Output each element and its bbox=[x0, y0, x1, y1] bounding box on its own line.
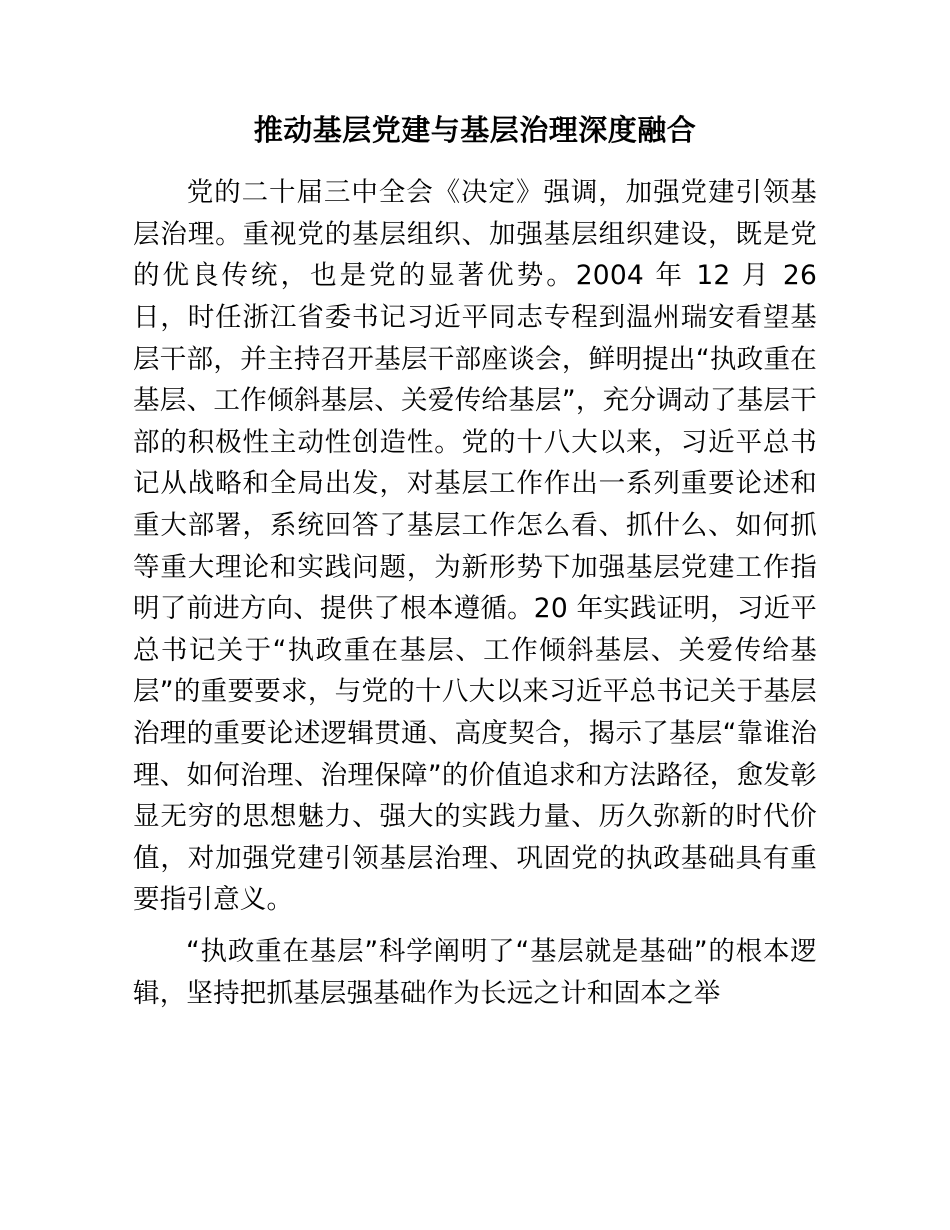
body-paragraph-1 bbox=[133, 172, 817, 921]
body-paragraph-2 bbox=[133, 931, 817, 1014]
paragraph-1-text: 党的二十届三中全会《决定》强调，加强党建引领基层治理。重视党的基层组织、加强基层组织建设，既是党的优良传统，也是党的显著优势。2004 年 12 月 26 日，时任浙江省委书记习近平同志专程到温州瑞安看望基层干部，并主持召开基层干部座谈会，鲜明提出“执政重在基层、工作倾斜基层、关爱传给基层”，充分调动了基层干部的积极性主动性创造性。党的十八大以来，习近平总书记从战略和全局出发，对基层工作作出一系列重要论述和重大部署，系统回答了基层工作怎么看、抓什么、如何抓等重大理论和实践问题，为新形势下加强基层党建工作指明了前进方向、提供了根本遵循。20 年实践证明，习近平总书记关于“执政重在基层、工作倾斜基层、关爱传给基层”的重要要求，与党的十八大以来习近平总书记关于基层治理的重要论述逻辑贯通、高度契合，揭示了基层“靠谁治理、如何治理、治理保障”的价值追求和方法路径，愈发彰显无穷的思想魅力、强大的实践力量、历久弥新的时代价值，对加强党建引领基层治理、巩固党的执政基础具有重要指引意义。 bbox=[133, 177, 817, 916]
document-body bbox=[133, 0, 817, 1014]
page-title: 推动基层党建与基层治理深度融合 bbox=[253, 113, 697, 147]
paragraph-2-text: “执政重在基层”科学阐明了“基层就是基础”的根本逻辑，坚持把抓基层强基础作为长远之计和固本之举 bbox=[133, 935, 817, 1009]
